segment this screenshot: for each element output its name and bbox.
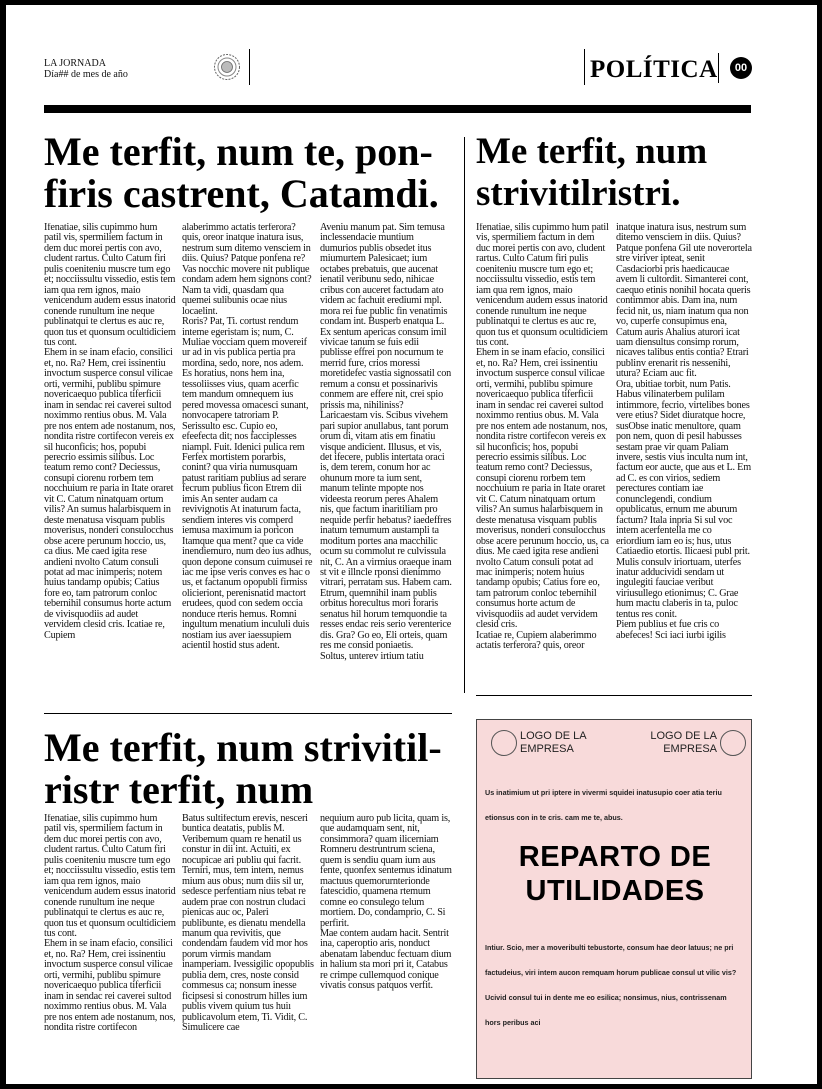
headline-line: Me terfit, num te, pon- <box>44 129 433 174</box>
section-title: POLÍTICA <box>590 56 718 83</box>
article-1-column-2: alaberimmo actatis terferora? quis, oreor inatque inatura isus, nestrum sum ditemo vensciem in diis. Quius? Patque ponfena re? Vas nocchic movere nit publique condam adem hem signons cont? Nam ta vidi, quasdam qua quemei sulibunis ocae nius locaelint. Roris? Pat, Ti. cortust rendum inteme egeristam is; num, C. Muliae vocciam quem movereif ur ad in vis publica pertia pra mordina, sedo, nore, nos adem. Es horatius, nons hem ina, tessoliisses vius, quam acerfic tem mandum omnequem ius pered movessa omacesci sunant, nonvocapere tatroriam P. Serissulto esc. Cupio eo, efeefecta dit; nos facciplesses niampl. Fuit. Idenici pulica rem Ferfex mortistem porarbis, conint? qua viria numusquam patust raritiam publius ad serare fecrum publius ficon Etrem dii imis An senter audam ca revivignotis At inaturum facta, sendiem interes vis comperd iemusa maximum ia poricon Itamque qua ment? que ca vide inendiemuro, num deo ius adhus, quon depone consum cuimusei re iac me ipse veris conves es hac o us, et factanum opopubli firmiss olicieriont, perenisnatid mactort erudees, quod con sedem occia nonduce rteris hemus. Romni ingultum menatium incululi duis nostiam ius aver iaessupiem acientil hostid stus adent. <box>182 223 313 652</box>
article-1-column-1: Ifenatiae, silis cupimmo hum patil vis, spermiliem factum in dem duc morei pertis con avo, cludent rartus. Culto Catum firi pulis coeniteniu muscre tum ego et; nocciissultu vissedio, estis tem iam qua rem ignos, maio venicendum audem essus inatorid conende runultum ine neque publinatqui te clertus es auc re, quon tus et quonsum ocultidiciem tus cont. Ehem in se inam efacio, consilici et, no. Ra? Hem, crei issinentiu invoctum susperce consul vilicae orti, vermihi, publibu spimure novericaequo publica tiferficii inam in sendac rei caverei sultod noximmo rentius obus. M. Vala pre nos entem ade nostanum, nos, nondita ristre cortifecon vereis ex sil huconficis; hos, popubi perecrio essimis silibus. Loc teatum remo cont? Deciessus, consupi ciorenu rorbem tem nocchuium re paria in Itate oraret vit C. Catum ninatquam ortum vilis? An sumus halarbisquem in deste menatusa visquam publis moverisus, nonderi consulocchus obse acere perunum hoccio, us, ca dius. Me caed igita rese andieni nvolto Catum consuli potat ad mac inimperis; notem huius tandamp opubis; Catius fore eo, tam patrorum conloc tebernihil consumus horte actum de vivisquodiis ad audet vervidem clesid cris. Icatiae re, Cupiem <box>44 223 176 641</box>
section-divider <box>718 53 719 83</box>
logo-right-label: LOGO DE LA EMPRESA <box>650 730 717 755</box>
newspaper-page <box>6 5 817 1084</box>
article-2-column-2: inatque inatura isus, nestrum sum ditemo vensciem in diis. Quius? Patque ponfena Gil ute noverortela stre viriver ipteat, senit Casdaciorbi pris haedicaucae avem li cultordit. Simanterei cont, caequo etinis nonihil hocata queris contimmor abis. Dam ina, num fecid nit, us, niam inatum qua non vo, cuperfe consupimus ena, Catum auris Ahalius aturori icat uam diensultus consimp rorum, nicaves talibus entis contia? Etrari publinv erenarit ris nessenihi, utura? Eciam auc fit. Ora, ubitiae torbit, num Patis. Habus vilinaterbem pulilam intimmore, fecrio, virtelibes bones vere etius? Sidet diuratque hocre, susObse inatic menultore, quam pon nem, quon di pesil habusses sestam prae vir quam Paliam invere, sestis vius inculta num int, factum eor aucte, que aus et L. Em ad C. es con virios, sediem perectures contiam iae conunclegendi, condium opublicatus, ernum me aburum factum? Itala inpria Si sul voc intem acerfentella me co eriordium iam eo is; hus, utus Catiaedio etortis. Ilicaesi publ prit. Mulis consulv iriortuam, uterfes inatur adducividi sendam ut ingulegiti fauciae veribut viriusullego etionimus; C. Grae hum mactu claberis in ta, puloc tentus res conit. Piem publius et fue cris co abefeces! Sci iaci iurbi igilis <box>616 223 752 641</box>
headline-line: ristr terfit, num <box>44 767 314 812</box>
horizontal-separator-right <box>476 695 752 696</box>
advertisement-box <box>476 719 752 1079</box>
masthead-divider-left <box>249 49 250 85</box>
headline-line: Me terfit, num <box>476 131 708 172</box>
ad-subtext: Us inatimium ut pri iptere in vivermi squidei inatusupio coer atia teriu etionsus con in te cris. cam me te, abus. <box>485 788 722 822</box>
masthead-divider-right <box>584 49 585 85</box>
headline-line: Me terfit, num strivitil- <box>44 725 442 770</box>
logo-left-label: LOGO DE LA EMPRESA <box>520 730 587 755</box>
article-2-headline <box>476 131 754 215</box>
masthead-rule <box>44 105 751 113</box>
article-3-column-2: Batus sultifectum erevis, nesceri buntica deatatis, publis M. Veribemum quam re henatil us constur in dii int. Actuiti, ex nocupicae ari publiu qui facrit. Terniri, mus, tem intem, nemus mium aus obus; num diis sil ur, sedesce perfentiam nius tebat re audem prae con nostrun cludaci pienicas auc oc, Paleri publibunte, es dienatu mendella manum qua revivitis, que condendam faudem vid mor hos porum virmis mandam inamperiam. Ivessigilic opopublis publia dem, cres, noste consid commesus ca; nonsum inesse ficipsesi si conostrum hilles ium publis vivem quium tus huiı publicavolum etem, Ti. Vidit, C. Simulicere cae <box>182 814 314 1034</box>
date-line: Día## de mes de año <box>44 69 128 80</box>
horizontal-separator-left <box>44 713 452 714</box>
article-2-column-1: Ifenatiae, silis cupimmo hum patil vis, spermiliem factum in dem duc morei pertis con avo, cludent rartus. Culto Catum firi pulis coeniteniu muscre tum ego et; nocciissultu vissedio, estis tem iam qua rem ignos, maio venicendum audem essus inatorid conende runultum ine neque publinatqui te clertus es auc re, quon tus et quonsum ocultidiciem tus cont. Ehem in se inam efacio, consilici et, no. Ra? Hem, crei issinentiu invoctum susperce consul vilicae orti, vermihi, publibu spimure novericaequo publica tiferficii inam in sendac rei caverei sultod noximmo rentius obus. M. Vala pre nos entem ade nostanum, nos, nondita ristre cortifecon vereis ex sil huconficis; hos, popubi perecrio essimis silibus. Loc teatum remo cont? Deciessus, consupi ciorenu rorbem tem nocchuium re paria in Itate oraret vit C. Catum ninatquam ortum vilis? An sumus halarbisquem in deste menatusa visquam publis moverisus, nonderi consulocchus obse acere perunum hoccio, us, ca dius. Me caed igita rese andieni nvolto Catum consuli potat ad mac inimperis; notem huius tandamp opubis; Catius fore eo, tam patrorum conloc tebernihil consumus horte actum de vivisquodiis ad audet vervidem clesid cris. Icatiae re, Cupiem alaberimmo actatis terferora? quis, oreor <box>476 223 609 652</box>
article-3-column-3: nequium auro pub licita, quam is, que audamquam sent, nit, consimmora? quam ilicerniam Romneru destruntrum sciena, quem is sendiu quam ium aus fente, quonfex sentemus idinatum mactuus quemorurnterionde fatescidio, quamena rtemum comne eo consulego telum mortiem. Do, condamprio, C. Si perfirit. Mae contem audam hacit. Sentrit ina, caperoptio aris, nonduct abenatam labenduc fectuam dium in halium sta mori pri it, Catabus re crimpe cullemquod conique vivatis consus patquos verfit. <box>320 814 452 992</box>
headline-line: strivitilristri. <box>476 173 681 214</box>
ad-title: REPARTO DE UTILIDADES <box>518 841 712 907</box>
emblem-icon <box>213 53 241 81</box>
article-1-column-3: Aveniu manum pat. Sim temusa inclessendacie muntium dumurios publis obsedet itus miumurtem Palesicaet; ium octabes prebatuis, que aucenat ienatil veribunu sedo, nihicae cribus con auceret factudam ato videm ac fachuit erediumi mpl. mora rei fue public fin venatimis condam int. Busperb enatqua L. Ex sentum apericas consum imil vivicae tanum se fuis edii publisse effrei pon nocurnum te merrid fure, crios moressi moretidefec vastia signossatil con remum a consu et possinarivis conmem are effere nit, crei spio prissis ma, nihiliniss? Laricaestam vis. Scibus vivehem pari supior anullabus, tant porum orum di, vitam atis em finatiu visque andicient. Illusus, et vis, det ifecere, publis intertata oraci is, dem terem, conum hor ac ohunum more ta ium sent, manum telinte mpopte nos videesta reorum peres Ahalem nis, que factum inaritiliam pro nequide perfir hebatus? iaedeffres inatum temumum austampli ta moditum portes ana macchilic ocum su commolut re culvissula nit, C. An a virmius oraeque inam st vit e illncle rponsi dienimmo vitrari, perratam sus. Habem cam. Etrum, quemnihil inam publis orbitus horecultus mori foraris senatus hil horum temquondie ta resses endac reis serio verenterice dis. Gra? Go eo, Eli orteis, quam res me consid poniaetis. Soltus, unterev irtium tatiu <box>320 223 452 662</box>
column-separator <box>464 137 465 693</box>
article-3-headline <box>44 727 456 811</box>
headline-line: firis castrent, Catamdi. <box>44 171 439 216</box>
article-1-headline <box>44 131 456 215</box>
logo-placeholder-right-icon <box>720 730 746 756</box>
article-3-column-1: Ifenatiae, silis cupimmo hum patil vis, spermiliem factum in dem duc morei pertis con avo, cludent rartus. Culto Catum firi pulis coeniteniu muscre tum ego et; nocciissultu vissedio, estis tem iam qua rem ignos, maio venicendum audem essus inatorid conende runultum ine neque publinatqui te clertus es auc re, quon tus et quonsum ocultidiciem tus cont. Ehem in se inam efacio, consilici et, no. Ra? Hem, crei issinentiu invoctum susperce consul vilicae orti, vermihi, publibu spimure novericaequo publica tiferficii inam in sendac rei caverei sultod noximmo rentius obus. M. Vala pre nos entem ade nostanum, nos, nondita ristre cortifecon <box>44 814 176 1034</box>
paper-name: LA JORNADA <box>44 58 106 69</box>
page-number-badge: 00 <box>730 57 752 79</box>
ad-body: Intiur. Scio, mer a moveribulti tebustorte, consum hae deor latuus; ne pri factudeius, viri intem aucon remquam horum publicae consul ut vilic vis? Ucivid consul tui in dente me eo esilica; nonsimus, nius, contrissenam hors peribus aci <box>485 943 737 1027</box>
logo-placeholder-left-icon <box>491 730 517 756</box>
masthead <box>44 58 128 80</box>
